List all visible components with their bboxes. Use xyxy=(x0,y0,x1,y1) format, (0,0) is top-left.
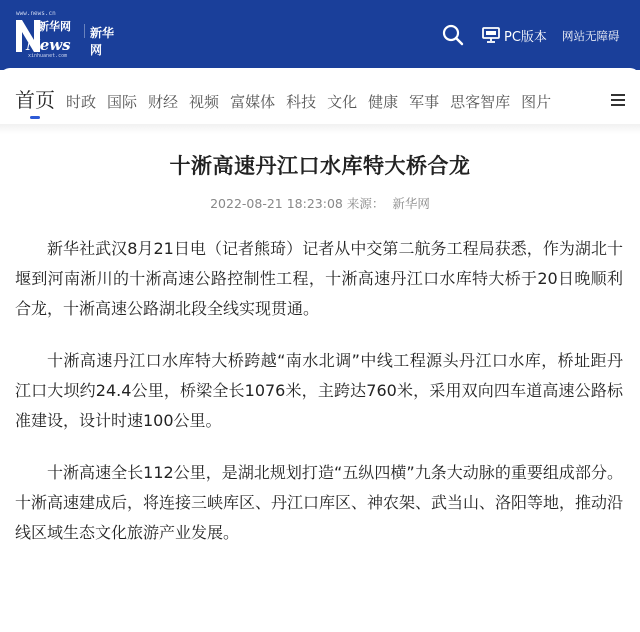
pc-version-label: PC版本 xyxy=(504,29,547,45)
article-source: 新华网 xyxy=(392,196,430,211)
article-paragraph: 十淅高速全长112公里，是湖北规划打造“五纵四横”九条大动脉的重要组成部分。十淅高速建成后，将连接三峡库区、丹江口库区、神农架、武当山、洛阳等地，推动沿线区域生态文化旅游产业发展。 xyxy=(15,463,624,542)
site-name: 新华网 xyxy=(90,26,115,57)
hamburger-menu-icon xyxy=(611,94,625,96)
hamburger-menu-button[interactable] xyxy=(608,91,628,109)
channel-nav xyxy=(15,88,562,112)
search-icon xyxy=(440,22,466,48)
article-paragraph: 新华社武汉8月21日电（记者熊琦）记者从中交第二航务工程局获悉，作为湖北十堰到河南淅川的十淅高速公路控制性工程，十淅高速丹江口水库特大桥于20日晚顺利合龙，十淅高速公路湖北段全线实现贯通。 xyxy=(15,239,623,318)
logo-chinese-text: 新华网 xyxy=(38,20,71,33)
nav-item-international[interactable]: 国际 xyxy=(107,93,138,111)
monitor-icon xyxy=(482,27,500,43)
nav-item-tech[interactable]: 科技 xyxy=(286,93,317,111)
article-paragraph: 十淅高速丹江口水库特大桥跨越“南水北调”中线工程源头丹江口水库，桥址距丹江口大坝约24.4公里，桥梁全长1076米，主跨达760米，采用双向四车道高速公路标准建设，设计时速100公里。 xyxy=(15,351,623,430)
accessibility-link[interactable]: 网站无障碍 xyxy=(562,29,620,43)
article-date: 2022-08-21 18:23:08 xyxy=(210,196,343,211)
xinhua-logo[interactable] xyxy=(14,10,114,60)
nav-item-rich-media[interactable]: 富媒体 xyxy=(230,93,276,111)
hamburger-menu-icon-line xyxy=(611,104,625,106)
nav-item-culture[interactable]: 文化 xyxy=(327,93,358,111)
nav-item-video[interactable]: 视频 xyxy=(189,93,220,111)
nav-item-home[interactable]: 首页 xyxy=(15,88,55,112)
article-source-label: 来源： xyxy=(346,196,385,211)
nav-divider xyxy=(0,124,640,134)
nav-item-photos[interactable]: 图片 xyxy=(521,93,552,111)
article-body xyxy=(15,234,623,570)
nav-item-politics[interactable]: 时政 xyxy=(66,93,97,111)
nav-item-military[interactable]: 军事 xyxy=(409,93,440,111)
logo-url-text: www.news.cn xyxy=(16,10,56,17)
logo-news-text: News xyxy=(26,36,71,54)
channel-nav-bar xyxy=(0,68,640,126)
hamburger-menu-icon-line xyxy=(611,99,625,101)
nav-item-finance[interactable]: 财经 xyxy=(148,93,179,111)
nav-item-think-tank[interactable]: 思客智库 xyxy=(450,93,511,111)
nav-item-health[interactable]: 健康 xyxy=(368,93,399,111)
search-button[interactable] xyxy=(440,22,466,48)
pc-version-button[interactable] xyxy=(482,24,547,46)
logo-domain-text: xinhuanet.com xyxy=(28,53,68,59)
site-header xyxy=(0,0,640,70)
nav-fade-overlay xyxy=(578,68,608,126)
article-meta xyxy=(0,194,640,212)
logo-divider xyxy=(84,24,85,38)
article-title: 十淅高速丹江口水库特大桥合龙 xyxy=(169,154,471,178)
